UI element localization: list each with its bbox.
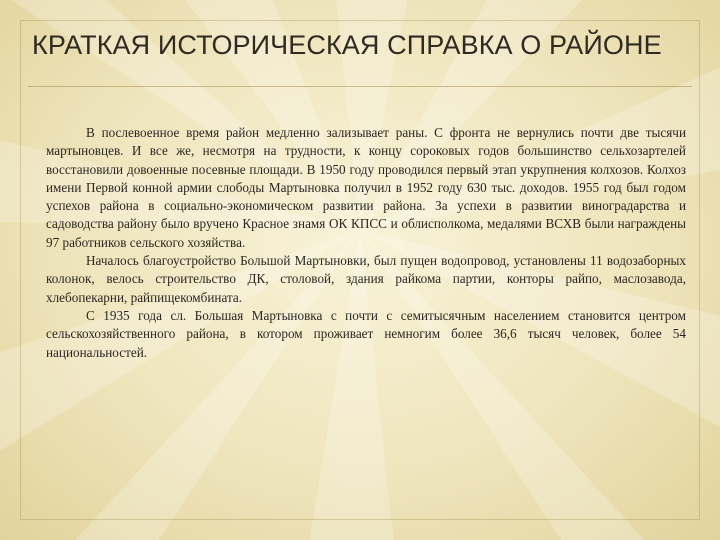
body-text [46, 124, 686, 362]
paragraph-3: С 1935 года сл. Большая Мартыновка с почти с семитысячным населением становится центром сельскохозяйственного района, в котором проживает немногим более 36,6 тысяч человек, более 54 национальностей. [46, 307, 686, 360]
paragraph-1: В послевоенное время район медленно зализывает раны. С фронта не вернулись почти две тысячи мартыновцев. И все же, несмотря на трудности, к концу сороковых годов большинство сельхозартелей восстановили довоенные посевные площади. В 1950 году проводился первый этап укрупнения колхозов. Колхоз имени Первой конной армии слободы Мартыновка получил в 1952 году 630 тыс. доходов. 1955 год был годом успехов района в социально-экономическом развитии района. За успехи в развитии виноградарства и садоводства району было вручено Красное знамя ОК КПСС и облисполкома, медалями ВСХВ были награждены 97 работников сельского хозяйства. [46, 125, 686, 250]
slide-title: КРАТКАЯ ИСТОРИЧЕСКАЯ СПРАВКА О РАЙОНЕ [32, 30, 662, 60]
paragraph-2: Началось благоустройство Большой Мартыновки, был пущен водопровод, установлены 11 водозаборных колонок, велось строительство ДК, столовой, здания райкома партии, конторы райпо, маслозавода, хлебопекарни, райпищекомбината. [46, 253, 686, 305]
title-divider [28, 86, 692, 87]
